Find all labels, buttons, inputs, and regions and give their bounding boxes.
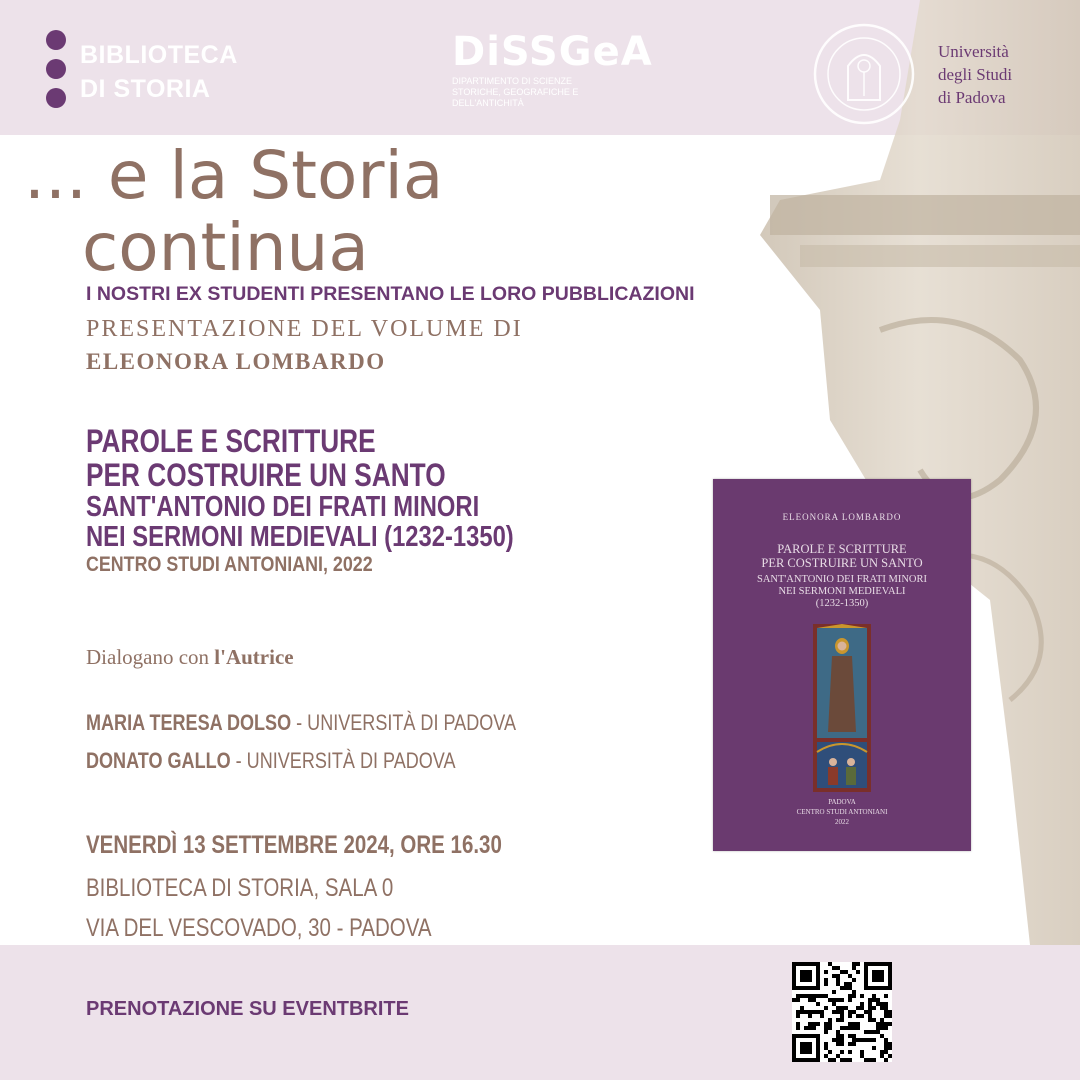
booking-link[interactable]: PRENOTAZIONE SU EVENTBRITE	[86, 998, 409, 1020]
cover-publisher-name: CENTRO STUDI ANTONIANI	[796, 808, 888, 816]
event-title	[24, 137, 444, 286]
cover-title-line2: PER COSTRUIRE UN SANTO	[761, 556, 923, 570]
author-name: ELEONORA LOMBARDO	[86, 349, 386, 374]
event-subtitle: I NOSTRI EX STUDENTI PRESENTANO LE LORO PUBBLICAZIONI	[86, 283, 695, 305]
cover-subtitle-line1: SANT'ANTONIO DEI FRATI MINORI	[757, 574, 927, 585]
cover-author: ELEONORA LOMBARDO	[782, 512, 902, 522]
university-name-line3: di Padova	[938, 88, 1006, 107]
library-name	[80, 38, 238, 106]
speaker-affiliation: - UNIVERSITÀ DI PADOVA	[291, 710, 517, 735]
cover-subtitle-line2: NEI SERMONI MEDIEVALI	[778, 586, 906, 597]
cover-title	[713, 542, 971, 570]
cover-subtitle	[713, 574, 971, 610]
university-name	[938, 40, 1012, 109]
event-title-line2: continua	[82, 209, 369, 286]
speaker-name: MARIA TERESA DOLSO	[86, 710, 292, 735]
department-logo	[452, 30, 653, 109]
book-title-block	[86, 424, 608, 578]
book-publisher: CENTRO STUDI ANTONIANI, 2022	[86, 553, 373, 576]
speaker-affiliation: - UNIVERSITÀ DI PADOVA	[230, 748, 456, 773]
book-title-line2: PER COSTRUIRE UN SANTO	[86, 457, 446, 493]
library-name-line2: DI STORIA	[80, 75, 211, 103]
department-logo-mark: DiSSGeA	[452, 29, 653, 75]
stained-glass-image	[813, 624, 871, 792]
event-venue: BIBLIOTECA DI STORIA, SALA 0	[86, 874, 394, 902]
cover-title-line1: PAROLE E SCRITTURE	[777, 542, 907, 556]
presentation-line: PRESENTAZIONE DEL VOLUME DI	[86, 316, 523, 342]
book-subtitle-line1: SANT'ANTONIO DEI FRATI MINORI	[86, 491, 480, 523]
university-seal-icon	[812, 22, 916, 126]
book-subtitle-line2: NEI SERMONI MEDIEVALI (1232-1350)	[86, 521, 514, 553]
speaker-1	[86, 710, 516, 736]
discussion-intro-bold: l'Autrice	[214, 645, 294, 669]
department-logo-subtitle: DIPARTIMENTO DI SCIENZE STORICHE, GEOGRAFICHE E DELL'ANTICHITÀ	[452, 76, 579, 108]
event-title-line1: ... e la Storia	[24, 137, 444, 214]
cover-place: PADOVA	[828, 798, 856, 806]
speaker-2	[86, 748, 456, 774]
university-name-line1: Università	[938, 42, 1009, 61]
book-title-line1: PAROLE E SCRITTURE	[86, 423, 376, 459]
qr-code-icon[interactable]	[792, 962, 892, 1062]
event-address: VIA DEL VESCOVADO, 30 - PADOVA	[86, 914, 432, 942]
book-cover-image	[713, 479, 971, 851]
library-logo-dots	[46, 30, 66, 117]
cover-year: 2022	[835, 818, 849, 826]
discussion-intro	[86, 645, 294, 670]
speaker-name: DONATO GALLO	[86, 748, 231, 773]
cover-publisher	[713, 797, 971, 827]
cover-years: (1232-1350)	[815, 598, 869, 609]
university-name-line2: degli Studi	[938, 65, 1013, 84]
event-datetime: VENERDÌ 13 SETTEMBRE 2024, ORE 16.30	[86, 831, 502, 859]
library-name-line1: BIBLIOTECA	[80, 41, 238, 69]
discussion-intro-text: Dialogano con	[86, 645, 215, 669]
